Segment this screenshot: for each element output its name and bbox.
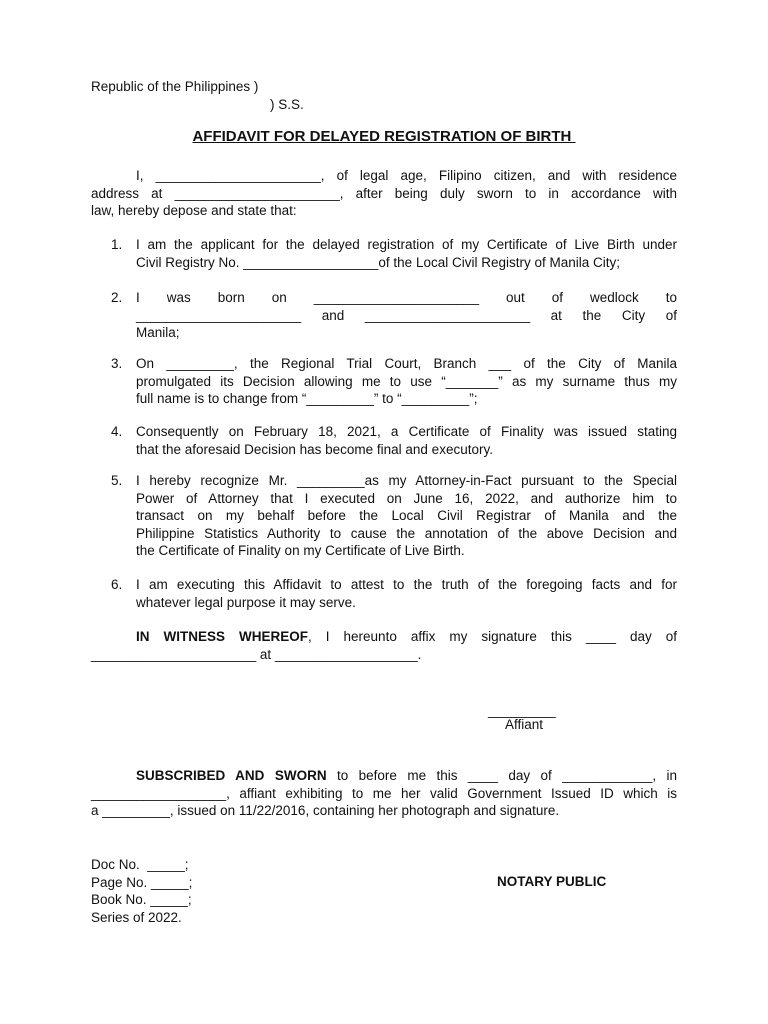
item-line: I hereby recognize Mr. _________as my Attorney-in-Fact pursuant to the Special — [136, 473, 677, 488]
list-item — [91, 472, 677, 560]
intro-line-1: I, ______________________, of legal age, Filipino citizen, and with residence — [136, 168, 677, 183]
jurat-line-3: a _________, issued on 11/22/2016, containing her photograph and signature. — [91, 803, 560, 818]
item-number: 6. — [111, 577, 123, 592]
list-item — [91, 236, 677, 271]
item-line: that the aforesaid Decision has become final and executory. — [136, 441, 493, 457]
jurat-heading: SUBSCRIBED AND SWORN — [136, 768, 327, 783]
item-number: 5. — [111, 473, 123, 488]
item-line: full name is to change from “_________” to “_________”; — [136, 391, 478, 406]
item-number: 3. — [111, 356, 123, 371]
item-line: ______________________ and ______________________ at the City of — [136, 307, 677, 323]
item-number: 1. — [111, 237, 123, 252]
venue-header — [91, 78, 677, 113]
item-line: Civil Registry No. __________________of the Local Civil Registry of Manila City; — [136, 254, 621, 270]
item-line: Manila; — [136, 325, 180, 340]
affiant-label: Affiant — [505, 717, 544, 732]
intro-line-3: law, hereby depose and state that: — [91, 203, 297, 218]
item-line: I am the applicant for the delayed registration of my Certificate of Live Birth under — [136, 237, 677, 252]
item-line: Power of Attorney that I executed on June 16, 2022, and authorize him to — [136, 490, 677, 506]
item-line: I am executing this Affidavit to attest to the truth of the foregoing facts and for — [136, 577, 677, 592]
list-item — [91, 423, 677, 458]
jurat-line-1 — [91, 767, 677, 785]
document-title: AFFIDAVIT FOR DELAYED REGISTRATION OF BIRTH — [192, 128, 576, 145]
jurat-clause — [91, 767, 677, 820]
witness-line-1 — [91, 628, 677, 646]
intro-paragraph — [91, 167, 677, 220]
item-line: I was born on ______________________ out of wedlock to — [136, 290, 677, 305]
item-line: promulgated its Decision allowing me to use “_______” as my surname thus my — [136, 373, 677, 389]
item-number: 4. — [111, 424, 123, 439]
item-line: Philippine Statistics Authority to cause the annotation of the above Decision and — [136, 525, 677, 541]
notarial-ledger — [91, 856, 192, 926]
notary-public-label: NOTARY PUBLIC — [497, 874, 607, 889]
item-line: the Certificate of Finality on my Certificate of Live Birth. — [136, 543, 465, 558]
book-number: Book No. _____; — [91, 892, 192, 907]
item-line: transact on my behalf before the Local Civil Registrar of Manila and the — [136, 508, 677, 523]
list-item — [91, 355, 677, 408]
venue-line-2: ) S.S. — [270, 96, 304, 112]
item-line: whatever legal purpose it may serve. — [136, 594, 356, 610]
jurat-text: to before me this ____ day of ____________, in — [326, 768, 677, 783]
page-number: Page No. _____; — [91, 874, 193, 890]
intro-line-2: address at ______________________, after being duly sworn to in accordance with — [91, 185, 677, 201]
series-year: Series of 2022. — [91, 909, 182, 925]
item-number: 2. — [111, 290, 123, 305]
affiant-signature-line: _________ — [488, 703, 556, 718]
witness-line-2: ______________________ at ___________________. — [91, 646, 422, 662]
item-line: Consequently on February 18, 2021, a Certificate of Finality was issued stating — [136, 424, 677, 439]
witness-heading: IN WITNESS WHEREOF — [136, 629, 309, 644]
witness-clause — [91, 628, 677, 663]
venue-line-1: Republic of the Philippines ) — [91, 79, 259, 94]
item-line: On _________, the Regional Trial Court, Branch ___ of the City of Manila — [136, 356, 677, 371]
witness-text: , I hereunto affix my signature this ____ day of — [308, 629, 677, 644]
jurat-line-2: __________________, affiant exhibiting to me her valid Government Issued ID which is — [91, 785, 677, 801]
list-item — [91, 289, 677, 342]
doc-number: Doc No. _____; — [91, 857, 189, 872]
list-item — [91, 576, 677, 611]
